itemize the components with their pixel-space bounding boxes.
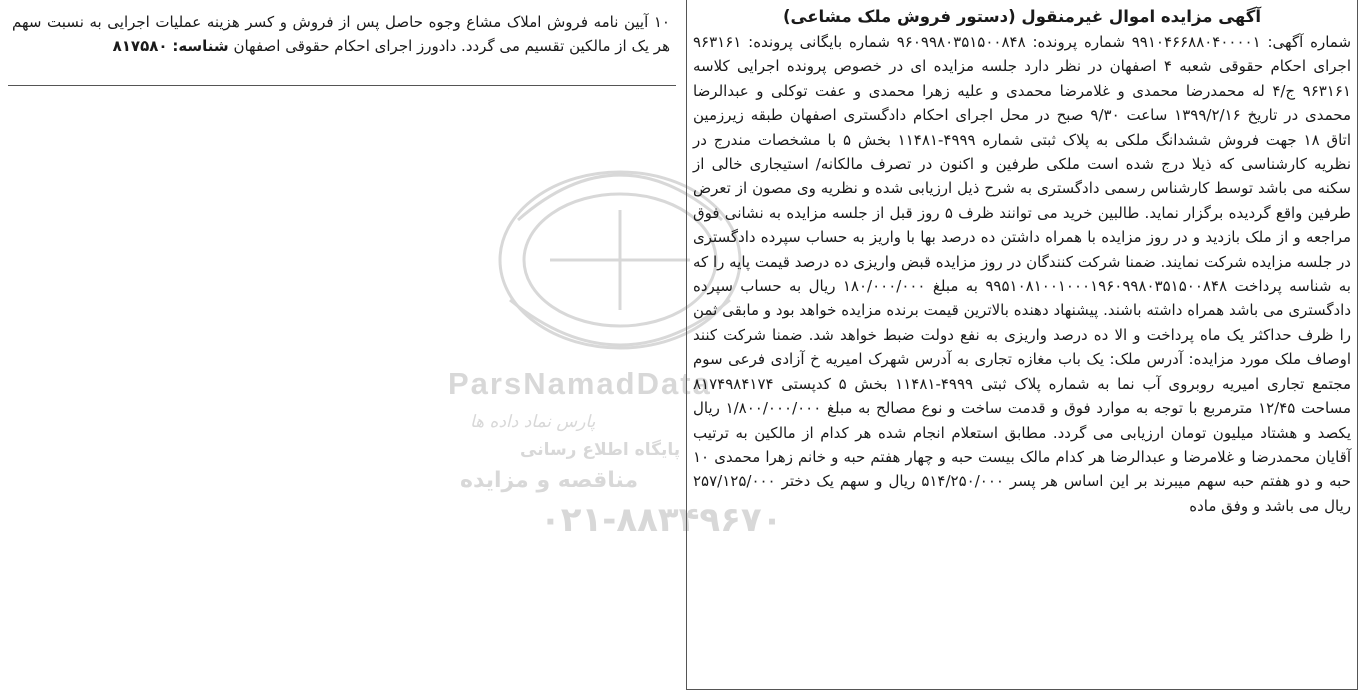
notice-body: شماره آگهی: ۹۹۱۰۴۶۶۸۸۰۴۰۰۰۰۱ شماره پرونده: ۹۶۰۹۹۸۰۳۵۱۵۰۰۸۴۸ شماره بایگانی پرونده: ۹۶۳۱۶۱ اجرای احکام حقوقی شعبه ۴ اصفهان در نظر دارد جلسه مزایده ای در خصوص پرونده اجرایی کلاسه ۹۶۳۱۶۱ ج/۴ له محمدرضا محمدی و غلامرضا محمدی و علیه زهرا محمدی و عفت توکلی و عبدالرضا محمدی در تاریخ ۱۳۹۹/۲/۱۶ ساعت ۹/۳۰ صبح در محل اجرای احکام دادگستری اصفهان طبقه زیرزمین اتاق ۱۸ جهت فروش ششدانگ ملکی به پلاک ثبتی شماره ۴۹۹۹-۱۱۴۸۱ بخش ۵ با مشخصات مندرج در نظریه کارشناسی که ذیلا درج شده است ملکی طرفین و اکنون در تصرف مالکانه/ استیجاری خالی از سکنه می باشد توسط کارشناس رسمی دادگستری به شرح ذیل ارزیابی شده و نظریه وی مصون از تعرض طرفین واقع گردیده برگزار نماید. طالبین خرید می توانند ظرف ۵ روز قبل از جلسه مزایده به نشانی فوق مراجعه و از ملک بازدید و در روز مزایده با همراه داشتن ده درصد بها با واریز به حساب سپرده دادگستری در جلسه مزایده شرکت نمایند. ضمنا شرکت کنندگان در روز مزایده قبض واریزی ده درصد قیمت پایه را که به شناسه پرداخت ۹۹۵۱۰۸۱۰۰۱۰۰۰۱۹۶۰۹۹۸۰۳۵۱۵۰۰۸۴۸ به مبلغ ۱۸۰/۰۰۰/۰۰۰ ریال به حساب سپرده دادگستری می باشد همراه داشته باشند. پیشنهاد دهنده بالاترین قیمت برنده مزایده خواهد بود و مابقی ثمن را ظرف حداکثر یک ماه پرداخت و الا ده درصد واریزی به نفع دولت ضبط خواهد شد. ضمنا شرکت کنند اوصاف ملک مورد مزایده: آدرس ملک: یک باب مغازه تجاری به آدرس شهرک امیریه خ آزادی فرعی سوم مجتمع تجاری امیریه روبروی آب نما به شماره پلاک ثبتی ۴۹۹۹-۱۱۴۸۱ بخش ۵ کدپستی ۸۱۷۴۹۸۴۱۷۴ مساحت ۱۲/۴۵ مترمربع با توجه به موارد فوق و قدمت ساخت و نوع مصالح به مبلغ ۱/۸۰۰/۰۰۰/۰۰۰ ریال یکصد و هشتاد میلیون تومان ارزیابی می گردد. مطابق استعلام انجام شده هر کدام از مالکین به ترتیب آقایان محمدرضا و غلامرضا و عبدالرضا هر کدام مالک بیست حبه و چهار هفتم حبه و خانم زهرا محمدی ۱۰ حبه و دو هفتم حبه سهم میبرند بر این اساس هر پسر ۵۱۴/۲۵۰/۰۰۰ ریال و سهم یک دختر ۲۵۷/۱۲۵/۰۰۰ ریال می باشد و وفق ماده bbox=[693, 33, 1352, 515]
notice-title: آگهی مزایده اموال غیرمنقول (دستور فروش ملک مشاعی) bbox=[782, 7, 1262, 26]
notice-main-column bbox=[686, 0, 1358, 690]
notice-continuation bbox=[12, 10, 670, 59]
watermark-phone: ۰۲۱-۸۸۳۴۹۶۷۰ bbox=[540, 500, 783, 540]
watermark-brand: ParsNamadData bbox=[448, 366, 712, 401]
notice-continuation-column bbox=[8, 0, 676, 86]
notice-id-label: شناسه: bbox=[172, 37, 229, 56]
notice-id-value: ۸۱۷۵۸۰ bbox=[112, 37, 168, 56]
continuation-text: ۱۰ آیین نامه فروش املاک مشاع وجوه حاصل پس از فروش و کسر هزینه عملیات اجرایی به نسبت سهم هر یک از مالکین تقسیم می گردد. دادورز اجرای احکام حقوقی اصفهان bbox=[12, 13, 670, 56]
watermark-line-2: پایگاه اطلاع رسانی bbox=[520, 440, 681, 460]
watermark-line-3: مناقصه و مزایده bbox=[460, 468, 639, 493]
watermark-line-1: پارس نماد داده ها bbox=[470, 412, 596, 432]
